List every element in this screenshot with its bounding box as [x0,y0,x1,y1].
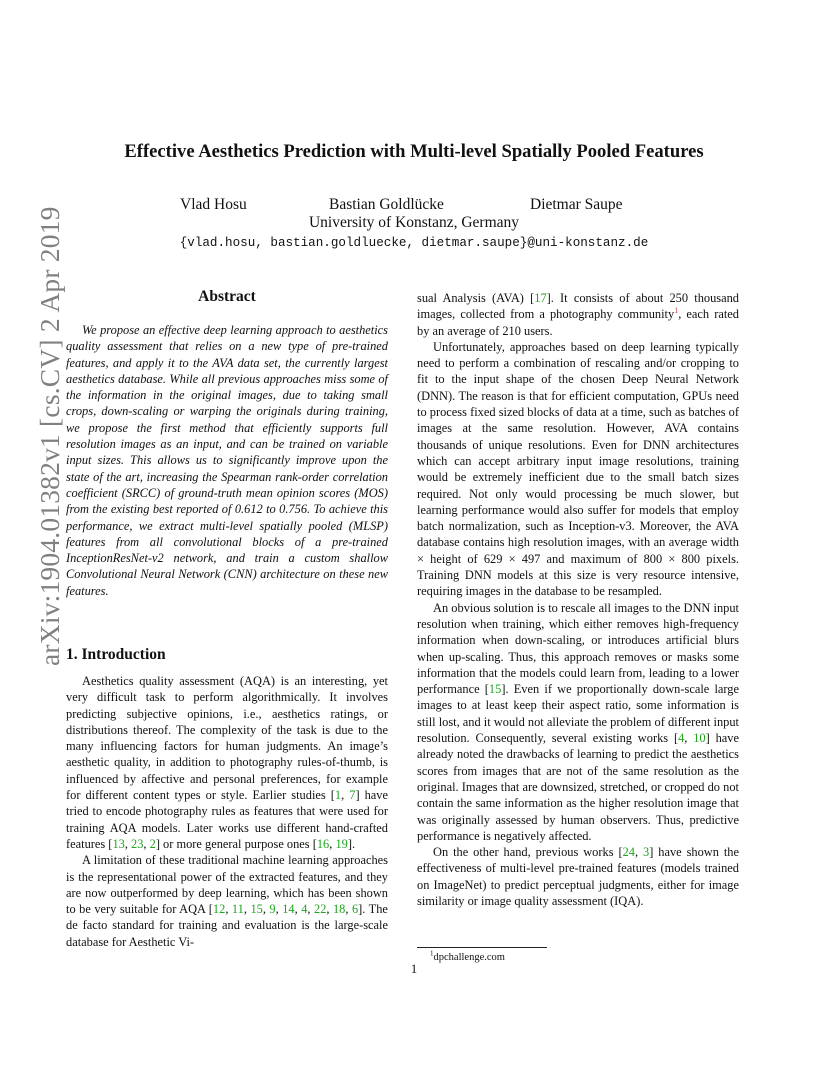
citation-link[interactable]: 18 [332,902,346,917]
citation-link[interactable]: 4 [678,731,685,746]
citation-link[interactable]: 24 [622,845,635,860]
citation-link[interactable]: 14 [282,902,295,917]
citation-link[interactable]: 2 [149,836,156,851]
paper-title: Effective Aesthetics Prediction with Multi-level Spatially Pooled Features [124,141,704,162]
footnote-marker[interactable]: 1 [674,306,679,316]
arxiv-identifier: arXiv:1904.01382v1 [cs.CV] 2 Apr 2019 [34,206,65,666]
right-paragraph-4: On the other hand, previous works [24, 3] have shown the effectiveness of multi-level pre-trained features (models trained on ImageNet) to predict perceptual judgments, either for image similarity or image quality assessment (IQA). [417,845,739,908]
right-paragraph-3: An obvious solution is to rescale all images to the DNN input resolution when training, which either removes high-frequency information when down-scaling, or introduces artificial blurs when up-scaling. Thus, this approach removes or masks some information that the models could learn from, leading to a lower performance [15]. Even if we proportionally down-scale large images to at least keep their aspect ratio, some information is still lost, and it would not alleviate the problem of different input resolution. Consequently, several existing works [4, 10] have already noted the drawbacks of learning to predict the aesthetics scores from images that are not of the same resolution as the original. Images that are downsized, stretched, or cropped do not contain the same information as the higher resolution image that was originally assessed by human observers. Thus, predictive performance is negatively affected. [417,600,739,843]
page-number: 1 [410,962,418,976]
citation-link[interactable]: 3 [643,845,650,860]
right-column-body [417,290,739,909]
section-heading-introduction: 1. Introduction [66,646,166,663]
abstract-body [66,322,388,599]
introduction-body [66,673,388,950]
citation-link[interactable]: 23 [131,836,144,851]
citation-link[interactable]: 7 [349,788,356,803]
citation-link[interactable]: 22 [314,902,327,917]
abstract-paragraph: We propose an effective deep learning approach to aesthetics quality assessment that relies on a new type of pre-trained features, and apply it to the AVA data set, the currently largest aesthetics database. While all previous approaches miss some of the information in the original images, due to taking small crops, down-scaling or warping the originals during training, we propose the first method that efficiently supports full resolution images as an input, and can be trained on variable input sizes. This allows us to significantly improve upon the state of the art, increasing the Spearman rank-order correlation coefficient (SRCC) of ground-truth mean opinion scores (MOS) from the existing best reported of 0.612 to 0.756. To achieve this performance, we extract multi-level spatially pooled (MLSP) features from all convolutional blocks of a pre-trained InceptionResNet-v2 network, and train a custom shallow Convolutional Neural Network (CNN) architecture on these new features. [66,323,388,598]
citation-link[interactable]: 17 [534,291,547,305]
citation-link[interactable]: 9 [269,902,276,917]
footnote-divider [417,947,547,948]
footnote-number: 1 [430,949,434,958]
citation-link[interactable]: 4 [301,902,308,917]
introduction-paragraph-2: A limitation of these traditional machine learning approaches is the representational power of the extracted features, and they are now outperformed by deep learning, which has been shown to be very suitable for AQA [12, 11, 15, 9, 14, 4, 22, 18, 6]. The de facto standard for training and evaluation is the large-scale database for Aesthetic Vi- [66,853,388,949]
citation-link[interactable]: 12 [212,902,226,917]
citation-link[interactable]: 6 [351,902,359,917]
citation-link[interactable]: 1 [334,788,342,803]
citation-link[interactable]: 13 [112,836,125,851]
citation-link[interactable]: 19 [335,836,348,851]
citation-link[interactable]: 15 [250,902,263,917]
footnote-text: dpchallenge.com [433,952,505,963]
abstract-heading: Abstract [198,288,256,305]
right-paragraph-1: sual Analysis (AVA) [17]. It consists of about 250 thousand images, collected from a photography community$^1$, each rated by an average of 210 users. [417,291,739,338]
citation-link[interactable]: 15 [488,682,502,697]
author-2: Bastian Goldlücke [329,196,444,213]
author-1: Vlad Hosu [180,196,247,213]
citation-link[interactable]: 10 [693,731,706,746]
citation-link[interactable]: 16 [316,836,330,851]
author-3: Dietmar Saupe [530,196,623,213]
right-paragraph-2: Unfortunately, approaches based on deep learning typically need to perform a combination of rescaling and/or cropping to fit to the input shape of the chosen Deep Neural Network (DNN). The reason is that for efficient computation, GPUs need to process fixed sized blocks of data at a time, such as batches of images at the same resolution. However, AVA contains thousands of unique resolutions. Even for DNN architectures which can accept arbitrary input image resolutions, training would be extremely inefficient due to the small batch sizes required. Not only would processing be much slower, but learning performance would also suffer for models that employ batch normalization, such as Inception-v3. Moreover, the AVA database contains high resolution images, with an average width × height of 629 × 497 and maximum of 800 × 800 pixels. Training DNN models at this size is very resource intensive, requiring images in the database to be resampled. [417,339,739,599]
author-emails: {vlad.hosu, bastian.goldluecke, dietmar.saupe}@uni-konstanz.de [179,236,649,250]
citation-link[interactable]: 11 [231,902,244,917]
affiliation: University of Konstanz, Germany [308,214,520,231]
introduction-paragraph-1: Aesthetics quality assessment (AQA) is an interesting, yet very difficult task to perform algorithmically. It involves predicting subjective opinions, i.e., aesthetics ratings, or distributions thereof. The complexity of the task is due to the many influencing factors for human judgments. An image’s aesthetic quality, in addition to photography rules-of-thumb, is influenced by affective and personal preferences, for example for different content types or style. Earlier studies [1, 7] have tried to encode photography rules as features that were used for training AQA models. Later works use different hand-crafted features [13, 23, 2] or more general purpose ones [16, 19]. [66,674,388,851]
